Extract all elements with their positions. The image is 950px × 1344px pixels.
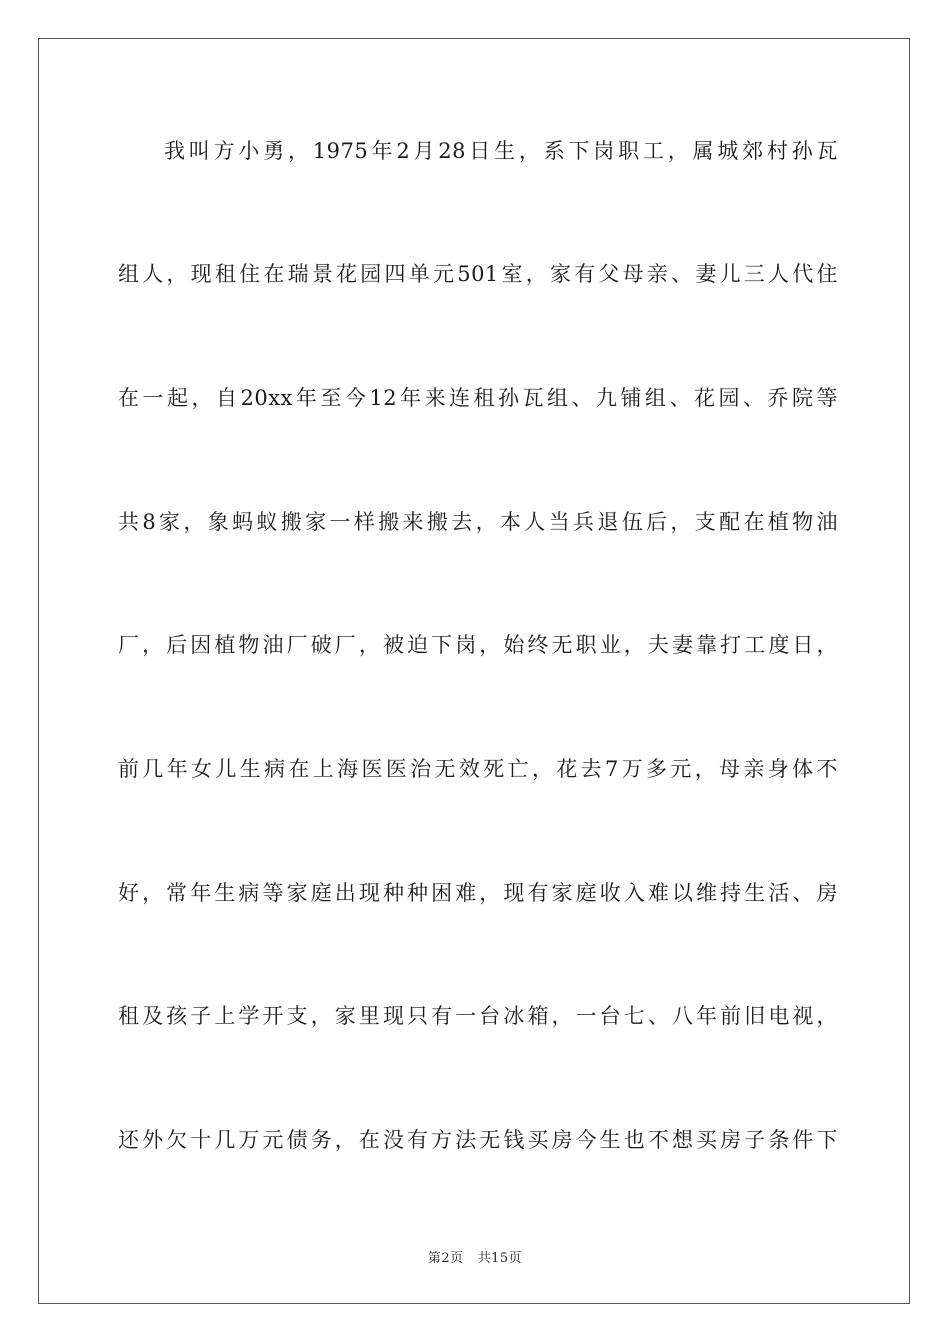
page-footer [0,1247,950,1266]
paragraph-line: 组人，现租住在瑞景花园四单元501室，家有父母亲、妻儿三人代住 [118,262,838,286]
paragraph-line: 还外欠十几万元债务，在没有方法无钱买房今生也不想买房子条件下 [118,1128,838,1152]
paragraph-line: 好，常年生病等家庭出现种种困难，现有家庭收入难以维持生活、房 [118,881,838,905]
paragraph-line: 租及孩子上学开支，家里现只有一台冰箱，一台七、八年前旧电视， [118,1004,838,1028]
paragraph-line: 厂，后因植物油厂破厂，被迫下岗，始终无职业，夫妻靠打工度日， [118,633,838,657]
paragraph-line: 我叫方小勇，1975年2月28日生，系下岗职工，属城郊村孙瓦 [164,139,838,163]
page-total: 共15页 [477,1251,523,1266]
paragraph-line: 在一起，自20xx年至今12年来连租孙瓦组、九铺组、花园、乔院等 [118,386,838,410]
page-number: 第2页 [427,1251,464,1266]
paragraph-line: 共8家，象蚂蚁搬家一样搬来搬去，本人当兵退伍后，支配在植物油 [118,510,838,534]
page-border [38,38,910,1304]
paragraph-line: 前几年女儿生病在上海医医治无效死亡，花去7万多元，母亲身体不 [118,757,838,781]
